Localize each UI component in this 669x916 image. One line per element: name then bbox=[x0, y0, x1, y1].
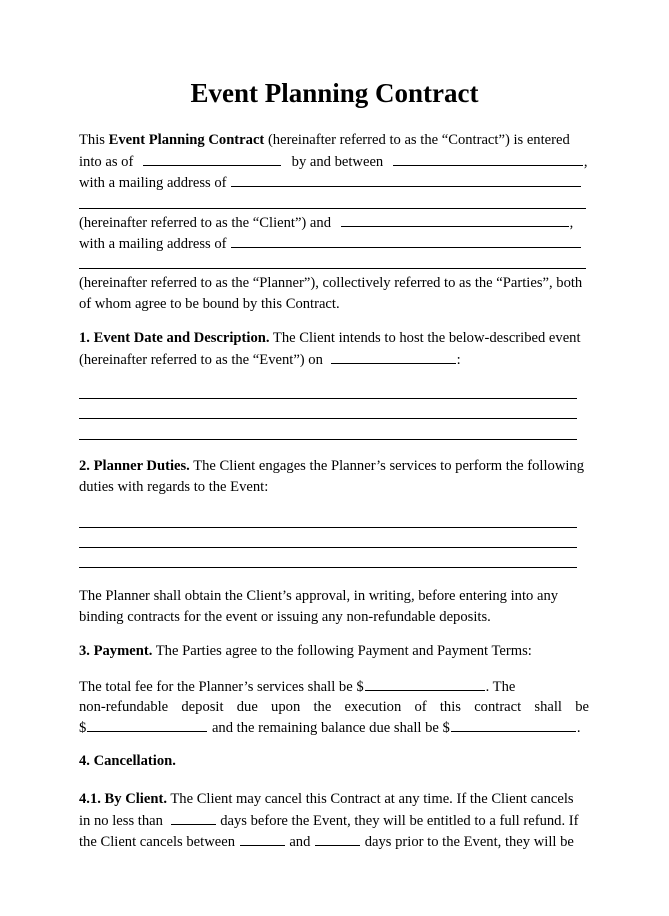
section-1-heading: 1. Event Date and Description. bbox=[79, 330, 270, 346]
section-4-heading-line bbox=[79, 751, 589, 772]
intro-line-5 bbox=[79, 212, 589, 234]
comma: , bbox=[583, 154, 588, 170]
intro-line-3 bbox=[79, 172, 589, 194]
contract-date-blank[interactable] bbox=[143, 151, 281, 166]
balance-blank[interactable] bbox=[451, 717, 576, 732]
cancellation-text: days before the Event, they will be entitled to a full refund. If bbox=[220, 813, 579, 829]
payment-text: . The bbox=[485, 679, 516, 695]
intro-text: by and between bbox=[291, 154, 384, 170]
full-refund-days-blank[interactable] bbox=[171, 810, 216, 825]
event-date-blank[interactable] bbox=[331, 349, 456, 364]
client-address-blank[interactable] bbox=[231, 172, 581, 187]
intro-line-2 bbox=[79, 151, 589, 173]
cancellation-text: in no less than bbox=[79, 813, 163, 829]
payment-text: and the remaining balance due shall be $ bbox=[211, 720, 450, 736]
cancellation-text: and bbox=[289, 834, 311, 850]
intro-line-6 bbox=[79, 233, 589, 255]
payment-line-2: non-refundable deposit due upon the execution of this contract shall be bbox=[79, 699, 589, 715]
section-3-line-1 bbox=[79, 641, 589, 662]
intro-text: (hereinafter referred to as the “Client”) and bbox=[79, 215, 332, 231]
deposit-blank[interactable] bbox=[87, 717, 207, 732]
total-fee-blank[interactable] bbox=[365, 676, 485, 691]
section-1-line-2 bbox=[79, 349, 589, 371]
intro-text: with a mailing address of bbox=[79, 236, 227, 252]
planner-duties-line-2[interactable] bbox=[79, 547, 577, 548]
section-2-line-1 bbox=[79, 456, 589, 477]
contract-name: Event Planning Contract bbox=[108, 132, 265, 148]
colon: : bbox=[456, 352, 461, 368]
section-2-text: The Client engages the Planner’s services to perform the following bbox=[193, 458, 585, 474]
section-1-line-1 bbox=[79, 328, 589, 349]
intro-line-9: of whom agree to be bound by this Contract. bbox=[79, 296, 340, 312]
client-address-line-2[interactable] bbox=[79, 208, 586, 209]
section-1-text: (hereinafter referred to as the “Event”) on bbox=[79, 352, 323, 368]
event-description-line-3[interactable] bbox=[79, 439, 577, 440]
section-2-line-2: duties with regards to the Event: bbox=[79, 479, 269, 495]
payment-line-3 bbox=[79, 717, 589, 739]
section-3-text: The Parties agree to the following Payment and Payment Terms: bbox=[155, 643, 532, 659]
cancellation-line-3 bbox=[79, 831, 589, 853]
comma: , bbox=[569, 215, 574, 231]
payment-text: The total fee for the Planner’s services shall be $ bbox=[79, 679, 364, 695]
section-4-1-heading: 4.1. By Client. bbox=[79, 791, 167, 807]
event-description-line-2[interactable] bbox=[79, 418, 577, 419]
section-2-approval-line-2: binding contracts for the event or issuing any non-refundable deposits. bbox=[79, 609, 491, 625]
planner-address-line-2[interactable] bbox=[79, 268, 586, 269]
planner-duties-line-3[interactable] bbox=[79, 567, 577, 568]
section-4-heading: 4. Cancellation. bbox=[79, 753, 176, 769]
partial-refund-days-to-blank[interactable] bbox=[315, 831, 360, 846]
intro-text: with a mailing address of bbox=[79, 175, 227, 191]
intro-line-8: (hereinafter referred to as the “Planner”), collectively referred to as the “Parties”, both bbox=[79, 275, 583, 291]
section-2-heading: 2. Planner Duties. bbox=[79, 458, 190, 474]
dollar-sign: $ bbox=[79, 720, 87, 736]
cancellation-text: the Client cancels between bbox=[79, 834, 236, 850]
planner-name-blank[interactable] bbox=[341, 212, 569, 227]
cancellation-line-2 bbox=[79, 810, 589, 832]
intro-text: (hereinafter referred to as the “Contract”) is entered bbox=[267, 132, 570, 148]
intro-text: This bbox=[79, 132, 105, 148]
partial-refund-days-from-blank[interactable] bbox=[240, 831, 285, 846]
planner-duties-line-1[interactable] bbox=[79, 527, 577, 528]
payment-line-1 bbox=[79, 676, 589, 698]
section-3-heading: 3. Payment. bbox=[79, 643, 153, 659]
section-1-text: The Client intends to host the below-described event bbox=[272, 330, 581, 346]
document-title: Event Planning Contract bbox=[190, 78, 479, 108]
intro-line-1 bbox=[79, 130, 589, 151]
cancellation-line-1 bbox=[79, 789, 589, 810]
event-description-line-1[interactable] bbox=[79, 398, 577, 399]
cancellation-text: The Client may cancel this Contract at any time. If the Client cancels bbox=[170, 791, 574, 807]
planner-address-blank[interactable] bbox=[231, 233, 581, 248]
section-2-approval-line-1: The Planner shall obtain the Client’s approval, in writing, before entering into any bbox=[79, 588, 559, 604]
period: . bbox=[576, 720, 581, 736]
client-name-blank[interactable] bbox=[393, 151, 583, 166]
intro-text: into as of bbox=[79, 154, 134, 170]
cancellation-text: days prior to the Event, they will be bbox=[364, 834, 574, 850]
